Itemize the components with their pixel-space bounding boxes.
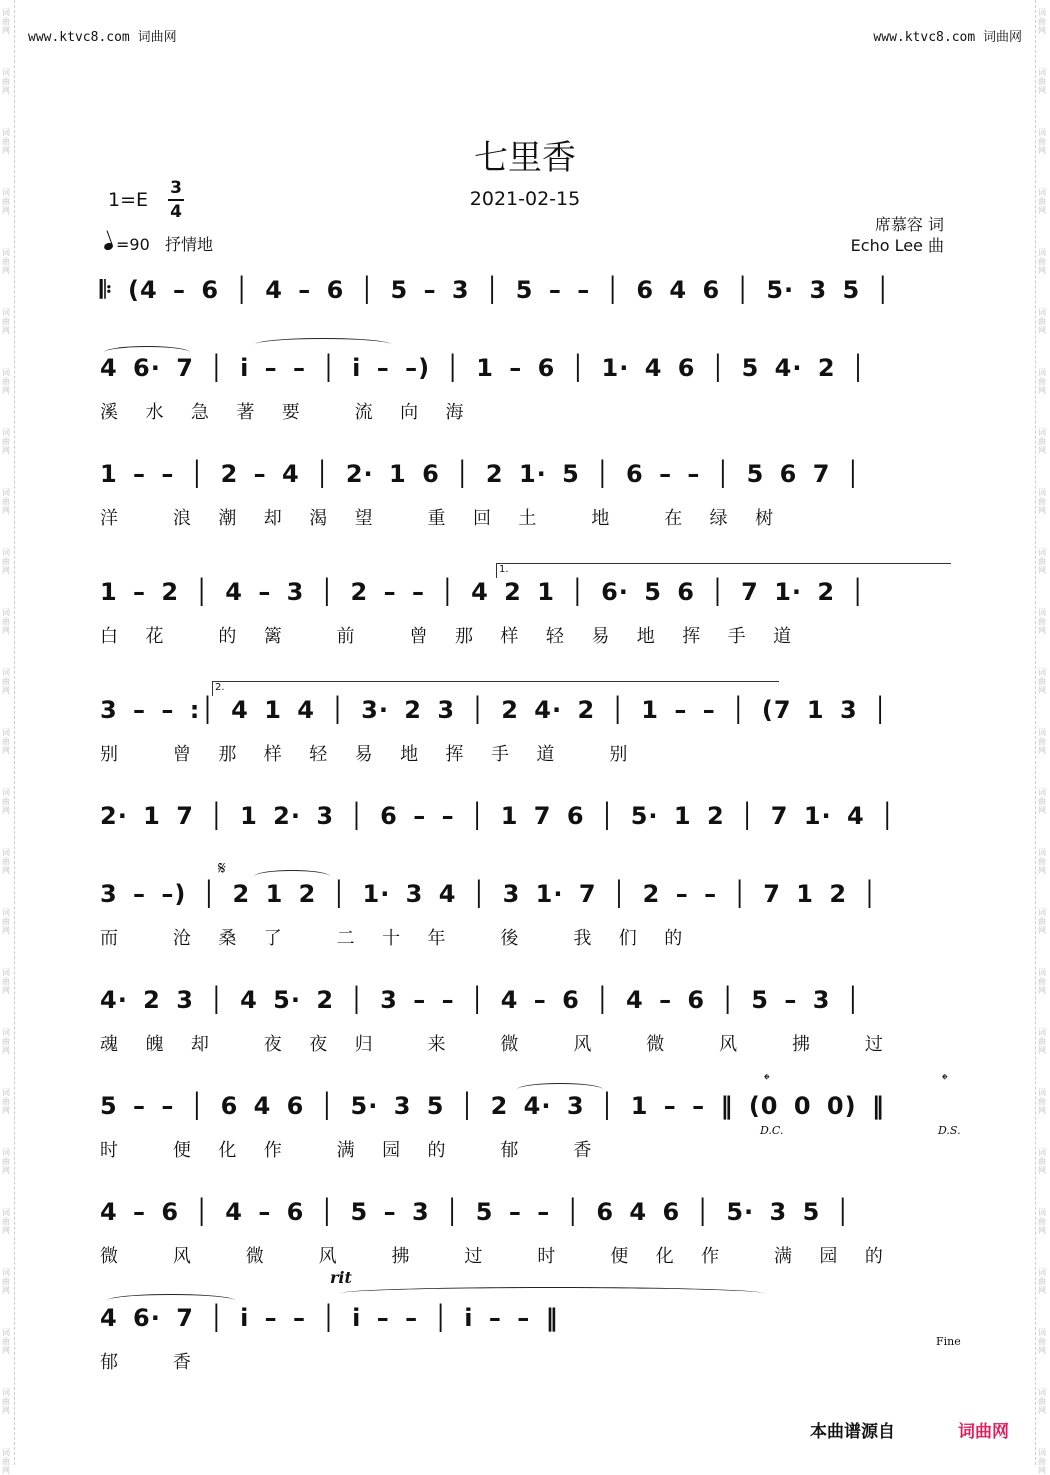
lyrics-row <box>96 1136 956 1166</box>
watermark-text: 词 曲 网 <box>1038 1448 1046 1475</box>
watermark-text: 词 曲 网 <box>2 1208 10 1235</box>
watermark-text: 词 曲 网 <box>1038 1088 1046 1115</box>
lyrics-row <box>96 1348 956 1378</box>
watermark-text: 词 曲 网 <box>1038 128 1046 155</box>
lyrics-text: 而 沧 桑 了 二 十 年 後 我 们 的 <box>100 928 683 949</box>
watermark-text: 词 曲 网 <box>1038 368 1046 395</box>
time-signature <box>168 178 184 222</box>
lyrics-row <box>96 924 956 954</box>
lyrics-text: 时 便 化 作 满 园 的 郁 香 <box>100 1140 592 1161</box>
watermark-text: 词 曲 网 <box>2 1148 10 1175</box>
slur-line <box>254 870 330 883</box>
notation-row <box>96 876 956 920</box>
song-title: 七里香 <box>474 138 576 178</box>
watermark-text: 词 曲 网 <box>2 8 10 35</box>
watermark-text: 词 曲 网 <box>2 68 10 95</box>
watermark-text: 词 曲 网 <box>2 128 10 155</box>
watermark-text: 词 曲 网 <box>1038 728 1046 755</box>
watermark-text: 词 曲 网 <box>2 428 10 455</box>
footer-source-label: 本曲谱源自 <box>810 1422 895 1442</box>
watermark-text: 词 曲 网 <box>1038 668 1046 695</box>
notation-row <box>96 272 956 316</box>
watermark-text: 词 曲 网 <box>2 188 10 215</box>
coda-mark: 𝄌 <box>764 1070 770 1089</box>
coda-mark: 𝄌 <box>942 1070 948 1089</box>
footer-brand: 词曲网 <box>958 1422 1009 1442</box>
watermark-text: 词 曲 网 <box>1038 1328 1046 1355</box>
watermark-text: 词 曲 网 <box>2 728 10 755</box>
watermark-text: 词 曲 网 <box>1038 68 1046 95</box>
watermark-text: 词 曲 网 <box>1038 248 1046 275</box>
watermark-text: 词 曲 网 <box>2 908 10 935</box>
watermark-text: 词 曲 网 <box>1038 308 1046 335</box>
watermark-text: 词 曲 网 <box>2 608 10 635</box>
lyrics-row <box>96 504 956 534</box>
watermark-text: 词 曲 网 <box>1038 1268 1046 1295</box>
volta-bracket-2: 2. <box>212 681 779 696</box>
notation-row <box>96 692 956 736</box>
watermark-text: 词 曲 网 <box>2 1448 10 1475</box>
composer: Echo Lee 曲 <box>850 236 944 255</box>
watermark-text: 词 曲 网 <box>1038 968 1046 995</box>
notation-row <box>96 982 956 1026</box>
song-date: 2021-02-15 <box>469 188 581 210</box>
quarter-note-icon <box>103 242 114 252</box>
watermark-text: 词 曲 网 <box>2 968 10 995</box>
watermark-text: 词 曲 网 <box>2 488 10 515</box>
slur-line <box>340 1287 764 1300</box>
key-signature: 1=E <box>108 189 149 211</box>
notation-row <box>96 456 956 500</box>
watermark-text: 词 曲 网 <box>1038 908 1046 935</box>
notation-text: 5 – – │ 6 4 6 │ 5· 3 5 │ 2 4· 3 │ 1 – – ‖ (0 0 0) ‖ <box>100 1092 885 1120</box>
watermark-text: 词 曲 网 <box>2 308 10 335</box>
lyrics-text: 溪 水 急 著 要 流 向 海 <box>100 402 464 423</box>
watermark-text: 词 曲 网 <box>1038 788 1046 815</box>
watermark-text: 词 曲 网 <box>2 668 10 695</box>
lyrics-text: 郁 香 <box>100 1352 191 1373</box>
lyrics-text: 别 曾 那 样 轻 易 地 挥 手 道 别 <box>100 744 628 765</box>
slur-line <box>255 338 391 351</box>
watermark-text: 词 曲 网 <box>1038 1028 1046 1055</box>
notation-row <box>96 574 956 618</box>
watermark-text: 词 曲 网 <box>1038 8 1046 35</box>
watermark-text: 词 曲 网 <box>2 848 10 875</box>
ds-mark: D.S. <box>938 1124 961 1137</box>
watermark-text: 词 曲 网 <box>1038 428 1046 455</box>
fine-mark: Fine <box>936 1335 961 1348</box>
lyrics-row <box>96 1242 956 1272</box>
notation-text: 4 6· 7 │ i – – │ i – – │ i – – ‖ <box>100 1304 559 1332</box>
watermark-text: 词 曲 网 <box>1038 548 1046 575</box>
side-watermark-right <box>1035 0 1050 1475</box>
watermark-text: 词 曲 网 <box>2 1388 10 1415</box>
watermark-text: 词 曲 网 <box>2 788 10 815</box>
side-watermark-left <box>0 0 15 1475</box>
watermark-text: 词 曲 网 <box>1038 1208 1046 1235</box>
tempo-marking <box>104 232 213 255</box>
slur-line <box>104 346 190 359</box>
time-signature-line <box>168 199 184 201</box>
watermark-text: 词 曲 网 <box>1038 488 1046 515</box>
notation-text: 4 6· 7 │ i – – │ i – –) │ 1 – 6 │ 1· 4 6 │ 5 4· 2 │ <box>100 354 867 382</box>
notation-row <box>96 798 956 842</box>
header-right-url: www.ktvc8.com 词曲网 <box>873 30 1022 45</box>
notation-row <box>96 1194 956 1238</box>
notation-text: 2· 1 7 │ 1 2· 3 │ 6 – – │ 1 7 6 │ 5· 1 2 │ 7 1· 4 │ <box>100 802 896 830</box>
notation-text: 4 – 6 │ 4 – 6 │ 5 – 3 │ 5 – – │ 6 4 6 │ 5· 3 5 │ <box>100 1198 852 1226</box>
lyrics-row <box>96 740 956 770</box>
watermark-text: 词 曲 网 <box>1038 848 1046 875</box>
lyrics-text: 微 风 微 风 拂 过 时 便 化 作 满 园 的 <box>100 1246 883 1267</box>
watermark-text: 词 曲 网 <box>2 368 10 395</box>
watermark-text: 词 曲 网 <box>1038 1388 1046 1415</box>
rit-mark: rit <box>330 1268 352 1287</box>
notation-text: 1 – – │ 2 – 4 │ 2· 1 6 │ 2 1· 5 │ 6 – – │ 5 6 7 │ <box>100 460 862 488</box>
notation-text: 1 – 2 │ 4 – 3 │ 2 – – │ 4 2 1 │ 6· 5 6 │ 7 1· 2 │ <box>100 578 866 606</box>
lyrics-row <box>96 398 956 428</box>
lyrics-text: 魂 魄 却 夜 夜 归 来 微 风 微 风 拂 过 <box>100 1034 883 1055</box>
slur-line <box>107 1294 235 1307</box>
tempo-value: =90 <box>116 235 150 254</box>
watermark-text: 词 曲 网 <box>2 1328 10 1355</box>
notation-text: 3 – –) │ 2 1 2 │ 1· 3 4 │ 3 1· 7 │ 2 – – │ 7 1 2 │ <box>100 880 878 908</box>
time-signature-top: 3 <box>170 178 182 198</box>
watermark-text: 词 曲 网 <box>1038 1148 1046 1175</box>
expression-text: 抒情地 <box>165 235 214 254</box>
slur-line <box>517 1083 603 1096</box>
segno-mark: 𝄋 <box>218 858 226 879</box>
watermark-text: 词 曲 网 <box>1038 188 1046 215</box>
watermark-text: 词 曲 网 <box>2 1088 10 1115</box>
lyrics-row <box>96 1030 956 1060</box>
notation-text: 4· 2 3 │ 4 5· 2 │ 3 – – │ 4 – 6 │ 4 – 6 │ 5 – 3 │ <box>100 986 862 1014</box>
watermark-text: 词 曲 网 <box>2 1268 10 1295</box>
notation-text: 3 – – :│ 4 1 4 │ 3· 2 3 │ 2 4· 2 │ 1 – – │ (7 1 3 │ <box>100 696 889 724</box>
lyricist: 席慕容 词 <box>874 215 944 234</box>
lyrics-text: 洋 浪 潮 却 渴 望 重 回 土 地 在 绿 树 <box>100 508 774 529</box>
watermark-text: 词 曲 网 <box>2 548 10 575</box>
watermark-text: 词 曲 网 <box>2 1028 10 1055</box>
dc-mark: D.C. <box>760 1124 784 1137</box>
header-left-url: www.ktvc8.com 词曲网 <box>28 30 177 45</box>
lyrics-text: 白 花 的 篱 前 曾 那 样 轻 易 地 挥 手 道 <box>100 626 792 647</box>
watermark-text: 词 曲 网 <box>2 248 10 275</box>
volta-bracket-1: 1. <box>496 563 951 578</box>
watermark-text: 词 曲 网 <box>1038 608 1046 635</box>
notation-text: 𝄆 (4 – 6 │ 4 – 6 │ 5 – 3 │ 5 – – │ 6 4 6 │ 5· 3 5 │ <box>100 276 892 304</box>
time-signature-bottom: 4 <box>170 202 182 222</box>
lyrics-row <box>96 622 956 652</box>
notation-row <box>96 350 956 394</box>
